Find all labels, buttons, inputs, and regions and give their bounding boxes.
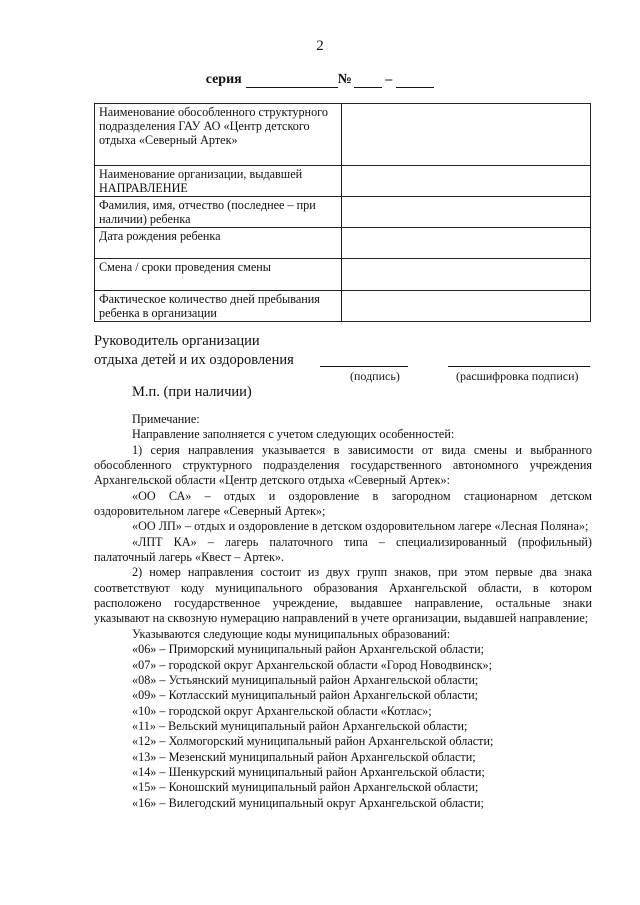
list-item: «08» – Устьянский муниципальный район Архангельской области;	[132, 672, 479, 687]
number-blank-2[interactable]	[396, 75, 434, 88]
list-item: «11» – Вельский муниципальный район Архангельской области;	[132, 718, 468, 733]
row-value[interactable]	[342, 259, 591, 291]
head-title-line-2: отдыха детей и их оздоровления	[94, 352, 294, 368]
list-item: «09» – Котласский муниципальный район Архангельской области;	[132, 688, 479, 703]
list-item: «06» – Приморский муниципальный район Архангельской области;	[132, 642, 484, 657]
row-value[interactable]	[342, 291, 591, 322]
notes-title: Примечание:	[132, 412, 200, 426]
row-value[interactable]	[342, 166, 591, 197]
number-sign: №	[337, 72, 352, 87]
row-label: Наименование обособленного структурного подразделения ГАУ АО «Центр детского отдыха «Северный Артек»	[95, 104, 342, 166]
signature-decoding-line[interactable]	[448, 366, 590, 367]
list-item: «15» – Коношский муниципальный район Архангельской области;	[132, 780, 479, 795]
row-label: Наименование организации, выдавшей НАПРАВЛЕНИЕ	[95, 166, 342, 197]
table-row	[95, 166, 591, 197]
row-label: Фамилия, имя, отчество (последнее – при наличии) ребенка	[95, 197, 342, 228]
row-value[interactable]	[342, 197, 591, 228]
note-paragraph-1: 1) серия направления указывается в зависимости от вида смены и выбранного обособленного структурного подразделения государственного автономного учреждения Архангельской области «Центр детского отдыха «Северный Артек»:	[94, 442, 592, 488]
row-value[interactable]	[342, 228, 591, 259]
notes-intro: Направление заполняется с учетом следующих особенностей:	[132, 427, 455, 442]
referral-form-table	[94, 103, 591, 322]
note-series-lpt-ka: «ЛПТ КА» – лагерь палаточного типа – специализированный (профильный) палаточный лагерь «Квест – Артек».	[94, 534, 592, 565]
decoding-caption: (расшифровка подписи)	[456, 369, 579, 383]
list-item: «13» – Мезенский муниципальный район Архангельской области;	[132, 749, 476, 764]
note-series-oo-lp: «ОО ЛП» – отдых и оздоровление в детском оздоровительном лагере «Лесная Поляна»;	[132, 519, 589, 534]
note-paragraph-2: 2) номер направления состоит из двух групп знаков, при этом первые два знака соответствуют коду муниципального образования Архангельской области, в котором расположено государственное учреждение, выдавшее направление, остальные знаки указывают на сквозную нумерацию направлений в учете организации, выдавшей направление;	[94, 565, 592, 626]
head-title	[94, 332, 294, 370]
table-row	[95, 104, 591, 166]
list-item: «16» – Вилегодский муниципальный округ Архангельской области;	[132, 795, 484, 810]
series-blank[interactable]	[246, 75, 338, 88]
list-item: «10» – городской округ Архангельской области «Котлас»;	[132, 703, 432, 718]
list-item: «12» – Холмогорский муниципальный район Архангельской области;	[132, 734, 494, 749]
list-item: «07» – городской округ Архангельской области «Город Новодвинск»;	[132, 657, 493, 672]
signature-caption: (подпись)	[350, 369, 400, 383]
series-line	[0, 72, 640, 88]
table-row	[95, 197, 591, 228]
list-item: «14» – Шенкурский муниципальный район Архангельской области;	[132, 764, 485, 779]
signature-line[interactable]	[320, 366, 408, 367]
row-value[interactable]	[342, 104, 591, 166]
table-row	[95, 259, 591, 291]
series-label: серия	[205, 72, 242, 87]
row-label: Смена / сроки проведения смены	[95, 259, 342, 291]
note-series-oo-sa: «ОО СА» – отдых и оздоровление в загородном стационарном детском оздоровительном лагере «Северный Артек»;	[94, 488, 592, 519]
table-row	[95, 291, 591, 322]
row-label: Дата рождения ребенка	[95, 228, 342, 259]
row-label: Фактическое количество дней пребывания ребенка в организации	[95, 291, 342, 322]
number-blank-1[interactable]	[354, 75, 382, 88]
codes-intro: Указываются следующие коды муниципальных образований:	[132, 626, 451, 641]
table-row	[95, 228, 591, 259]
number-dash: –	[385, 72, 393, 87]
notes-section	[94, 412, 592, 811]
head-title-line-1: Руководитель организации	[94, 333, 260, 349]
stamp-place: М.п. (при наличии)	[132, 384, 252, 400]
page-number: 2	[316, 38, 324, 54]
